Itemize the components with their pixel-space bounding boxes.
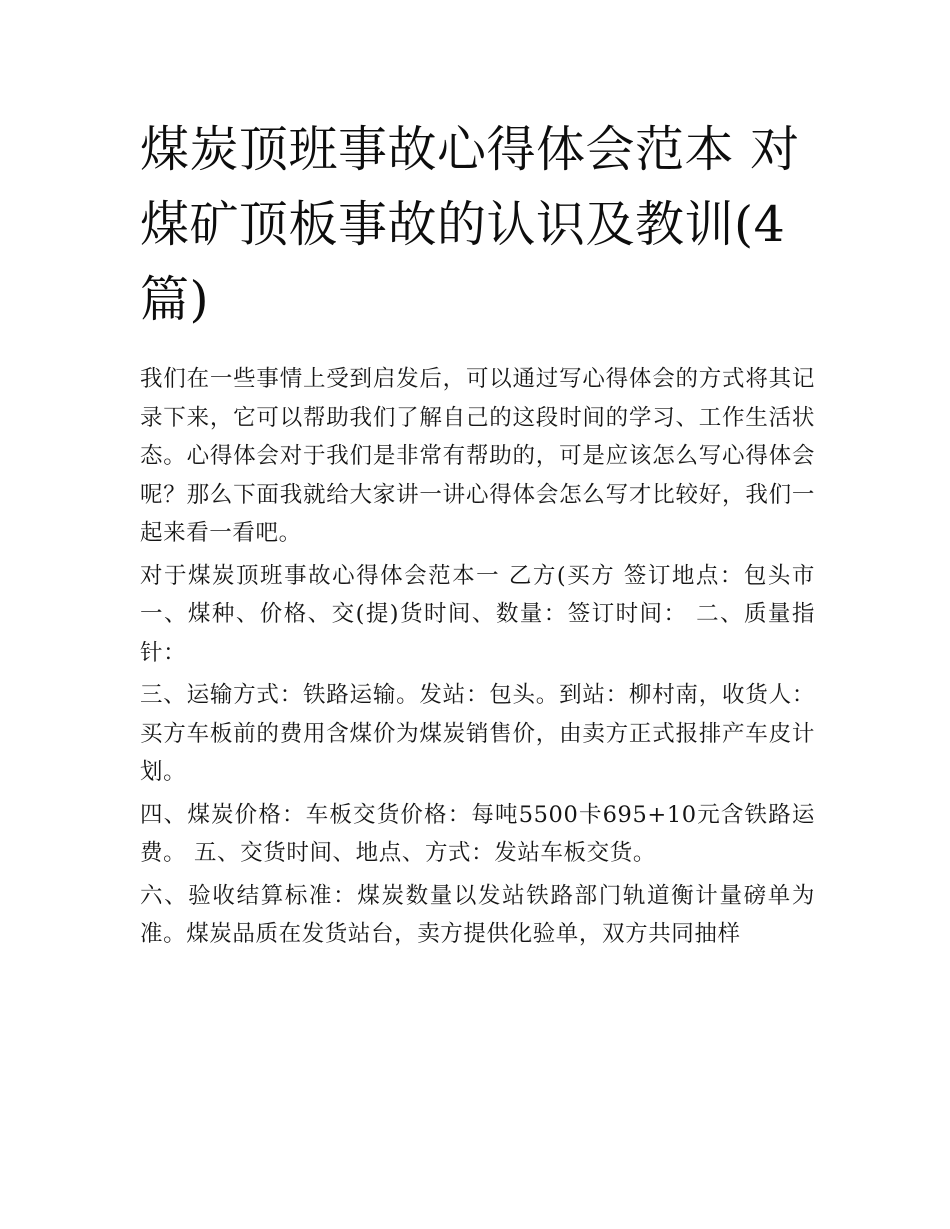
paragraph-transport: 三、运输方式：铁路运输。发站：包头。到站：柳村南，收货人：买方车板前的费用含煤价为煤炭销售价，由卖方正式报排产车皮计划。 [140,682,815,785]
document-title: 煤炭顶班事故心得体会范本 对煤矿顶板事故的认识及教训(4篇) [140,121,800,328]
paragraph-acceptance: 六、验收结算标准：煤炭数量以发站铁路部门轨道衡计量磅单为准。煤炭品质在发货站台，卖方提供化验单，双方共同抽样 [140,882,815,947]
paragraph-contract-header: 对于煤炭顶班事故心得体会范本一 乙方(买方 签订地点：包头市 一、煤种、价格、交(提)货时间、数量：签订时间： 二、质量指针： [140,562,815,666]
paragraph-price: 四、煤炭价格：车板交货价格：每吨5500卡695+10元含铁路运费。 五、交货时间、地点、方式：发站车板交货。 [140,801,815,866]
document-body [140,360,815,958]
paragraph-intro: 我们在一些事情上受到启发后，可以通过写心得体会的方式将其记录下来，它可以帮助我们了解自己的这段时间的学习、工作生活状态。心得体会对于我们是非常有帮助的，可是应该怎么写心得体会呢？那么下面我就给大家讲一讲心得体会怎么写才比较好，我们一起来看一看吧。 [140,366,815,546]
